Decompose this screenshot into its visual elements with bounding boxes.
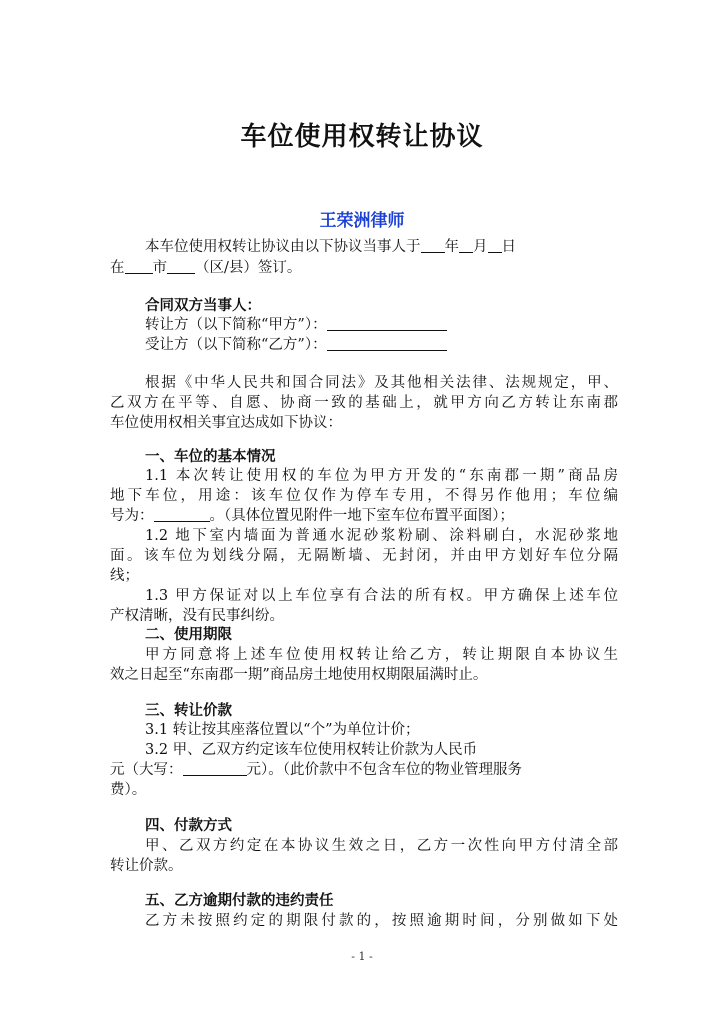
section-2-line-1: 甲方同意将上述车位使用权转让给乙方，转让期限自本协议生 — [145, 647, 618, 663]
clause-3-1: 3.1 转让按其座落位置以“个”为单位计价； — [145, 722, 420, 738]
document-title: 车位使用权转让协议 — [240, 122, 484, 152]
section-2-line-2: 效之日起至“东南郡一期”商品房土地使用权期限届满时止。 — [110, 667, 488, 683]
preamble-line-2: 乙双方在平等、自愿、协商一致的基础上，就甲方向乙方转让东南郡 — [110, 395, 618, 411]
blank-district — [167, 259, 195, 274]
blank-party-a — [327, 316, 447, 331]
blank-year — [421, 238, 445, 253]
blank-month — [459, 238, 473, 253]
clause-1-1-line-2: 地下车位，用途：该车位仅作为停车专用，不得另作他用；车位编 — [110, 488, 618, 504]
clause-1-2-line-1: 1.2 地下室内墙面为普通水泥砂浆粉刷、涂料刷白，水泥砂浆地 — [145, 528, 618, 544]
clause-1-2-line-2: 面。该车位为划线分隔，无隔断墙、无封闭，并由甲方划好车位分隔 — [110, 548, 618, 564]
clause-1-1-line-1: 1.1 本次转让使用权的车位为甲方开发的“东南郡一期”商品房 — [145, 468, 618, 484]
parties-heading: 合同双方当事人： — [145, 297, 261, 314]
blank-amount-words — [183, 761, 247, 776]
intro-line-2: 在 市 （区/县）签订。 — [110, 260, 302, 276]
section-5-heading: 五、乙方逾期付款的违约责任 — [145, 892, 334, 909]
clause-1-3-line-2: 产权清晰，没有民事纠纷。 — [110, 608, 284, 624]
blank-party-b — [327, 336, 447, 351]
party-b-line: 受让方（以下简称“乙方”）： — [145, 335, 618, 355]
clause-3-2-line-1: 3.2 甲、乙双方约定该车位使用权转让价款为人民币 — [145, 742, 478, 758]
blank-day — [488, 238, 502, 253]
clause-3-2-line-3: 费）。 — [110, 782, 147, 798]
preamble-line-3: 车位使用权相关事宜达成如下协议： — [110, 415, 342, 431]
blank-city — [125, 259, 153, 274]
clause-1-3-line-1: 1.3 甲方保证对以上车位享有合法的所有权。甲方确保上述车位 — [145, 588, 618, 604]
section-4-line-1: 甲、乙双方约定在本协议生效之日，乙方一次性向甲方付清全部 — [145, 838, 618, 854]
clause-1-1-line-3: 号为： 。（具体位置见附件一地下室车位布置平面图）； — [110, 508, 514, 524]
section-2-heading: 二、使用期限 — [145, 626, 232, 643]
author-name: 王荣洲律师 — [319, 211, 405, 231]
section-4-heading: 四、付款方式 — [145, 817, 232, 834]
section-5-line-1: 乙方未按照约定的期限付款的，按照逾期时间，分别做如下处 — [145, 913, 618, 929]
section-3-heading: 三、转让价款 — [145, 702, 232, 719]
page-number: - 1 - — [351, 950, 373, 963]
intro-line-1: 本车位使用权转让协议由以下协议当事人于 年 月 日 — [145, 239, 516, 255]
section-1-heading: 一、车位的基本情况 — [145, 448, 276, 465]
clause-1-2-line-3: 线； — [110, 568, 139, 584]
preamble-line-1: 根据《中华人民共和国合同法》及其他相关法律、法规规定，甲、 — [145, 375, 618, 391]
party-a-line: 转让方（以下简称“甲方”）： — [145, 315, 618, 335]
blank-space-number — [154, 507, 210, 522]
section-4-line-2: 转让价款。 — [110, 858, 183, 874]
clause-3-2-line-2: 元（大写： 元）。（此价款中不包含车位的物业管理服务 — [110, 762, 522, 778]
